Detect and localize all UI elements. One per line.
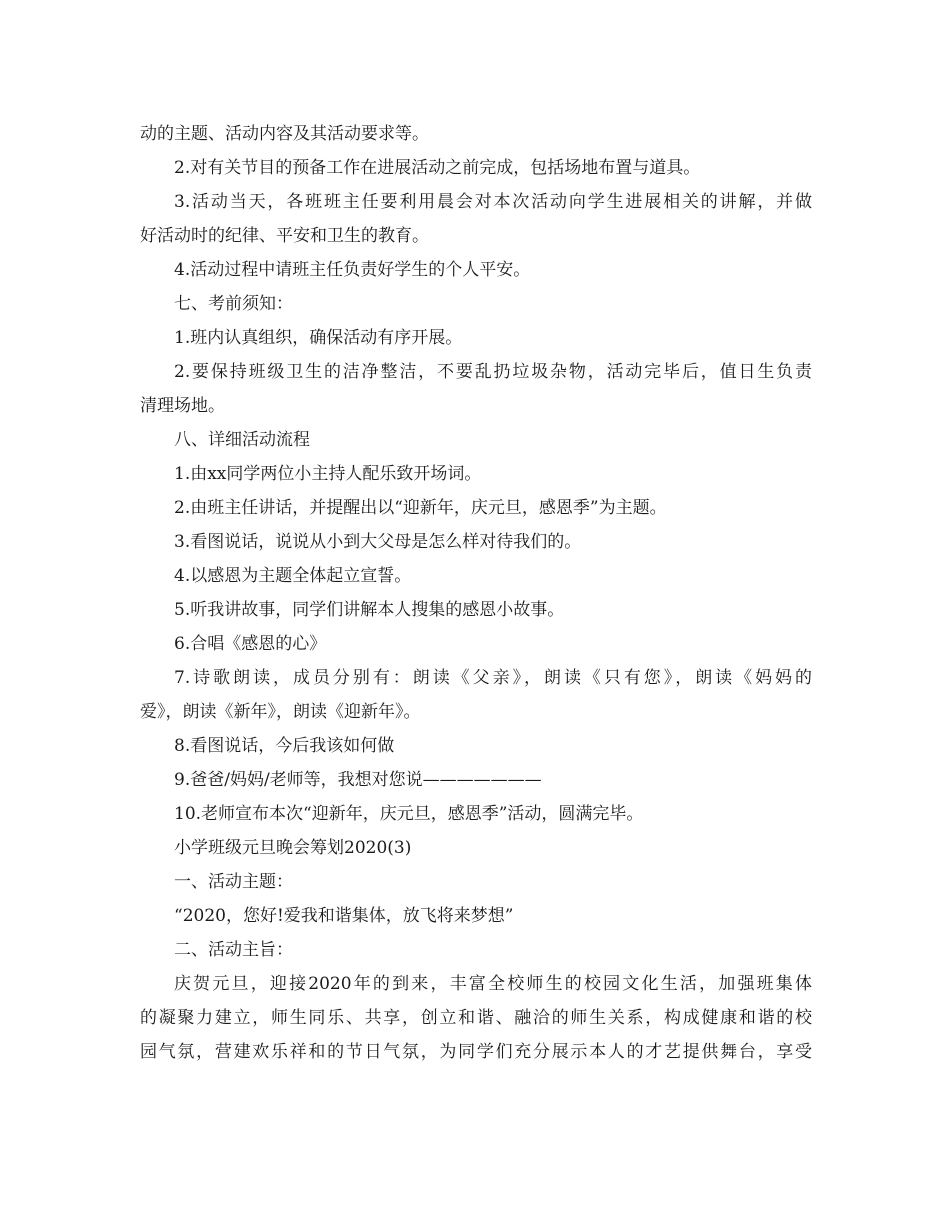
paragraph-line: 一、活动主题： [174,872,293,892]
paragraph-line: 清理场地。 [140,396,225,416]
paragraph-line: 3.活动当天，各班班主任要利用晨会对本次活动向学生进展相关的讲解，并做 [174,192,812,212]
paragraph-line: 园气氛，营建欢乐祥和的节日气氛，为同学们充分展示本人的才艺提供舞台，享受 [140,1042,812,1062]
paragraph-line: 二、活动主旨： [174,940,293,960]
paragraph-line: 5.听我讲故事，同学们讲解本人搜集的感恩小故事。 [174,600,565,620]
paragraph-line: 八、详细活动流程 [174,430,310,450]
paragraph-line: 七、考前须知： [174,294,293,314]
paragraph-line: 2.要保持班级卫生的洁净整洁，不要乱扔垃圾杂物，活动完毕后，值日生负责 [174,362,812,382]
paragraph-line: 9.爸爸/妈妈/老师等，我想对您说——————— [174,770,542,790]
paragraph-line: 4.以感恩为主题全体起立宣誓。 [174,566,412,586]
paragraph-line: “2020，您好!爱我和谐集体，放飞将来梦想” [174,906,514,926]
paragraph-line: 7.诗歌朗读，成员分别有：朗读《父亲》，朗读《只有您》，朗读《妈妈的 [174,668,812,688]
paragraph-line: 庆贺元旦，迎接2020年的到来，丰富全校师生的校园文化生活，加强班集体 [174,974,812,994]
paragraph-line: 动的主题、活动内容及其活动要求等。 [140,124,429,144]
paragraph-line: 1.班内认真组织，确保活动有序开展。 [174,328,463,348]
paragraph-line: 1.由xx同学两位小主持人配乐致开场词。 [174,464,482,484]
paragraph-line: 4.活动过程中请班主任负责好学生的个人平安。 [174,260,531,280]
paragraph-line: 2.对有关节目的预备工作在进展活动之前完成，包括场地布置与道具。 [174,158,701,178]
paragraph-line: 爱》，朗读《新年》，朗读《迎新年》。 [140,702,421,722]
paragraph-line: 2.由班主任讲话，并提醒出以“迎新年，庆元旦，感恩季”为主题。 [174,498,667,518]
paragraph-line: 3.看图说话，说说从小到大父母是怎么样对待我们的。 [174,532,582,552]
paragraph-line: 的凝聚力建立，师生同乐、共享，创立和谐、融洽的师生关系，构成健康和谐的校 [140,1008,812,1028]
paragraph-line: 10.老师宣布本次“迎新年，庆元旦，感恩季”活动，圆满完毕。 [174,804,644,824]
document-body [140,117,812,1069]
paragraph-line: 6.合唱《感恩的心》 [174,634,327,654]
paragraph-line: 8.看图说话，今后我该如何做 [174,736,395,756]
paragraph-line: 小学班级元旦晚会筹划2020(3) [174,838,412,858]
paragraph-line: 好活动时的纪律、平安和卫生的教育。 [140,226,429,246]
